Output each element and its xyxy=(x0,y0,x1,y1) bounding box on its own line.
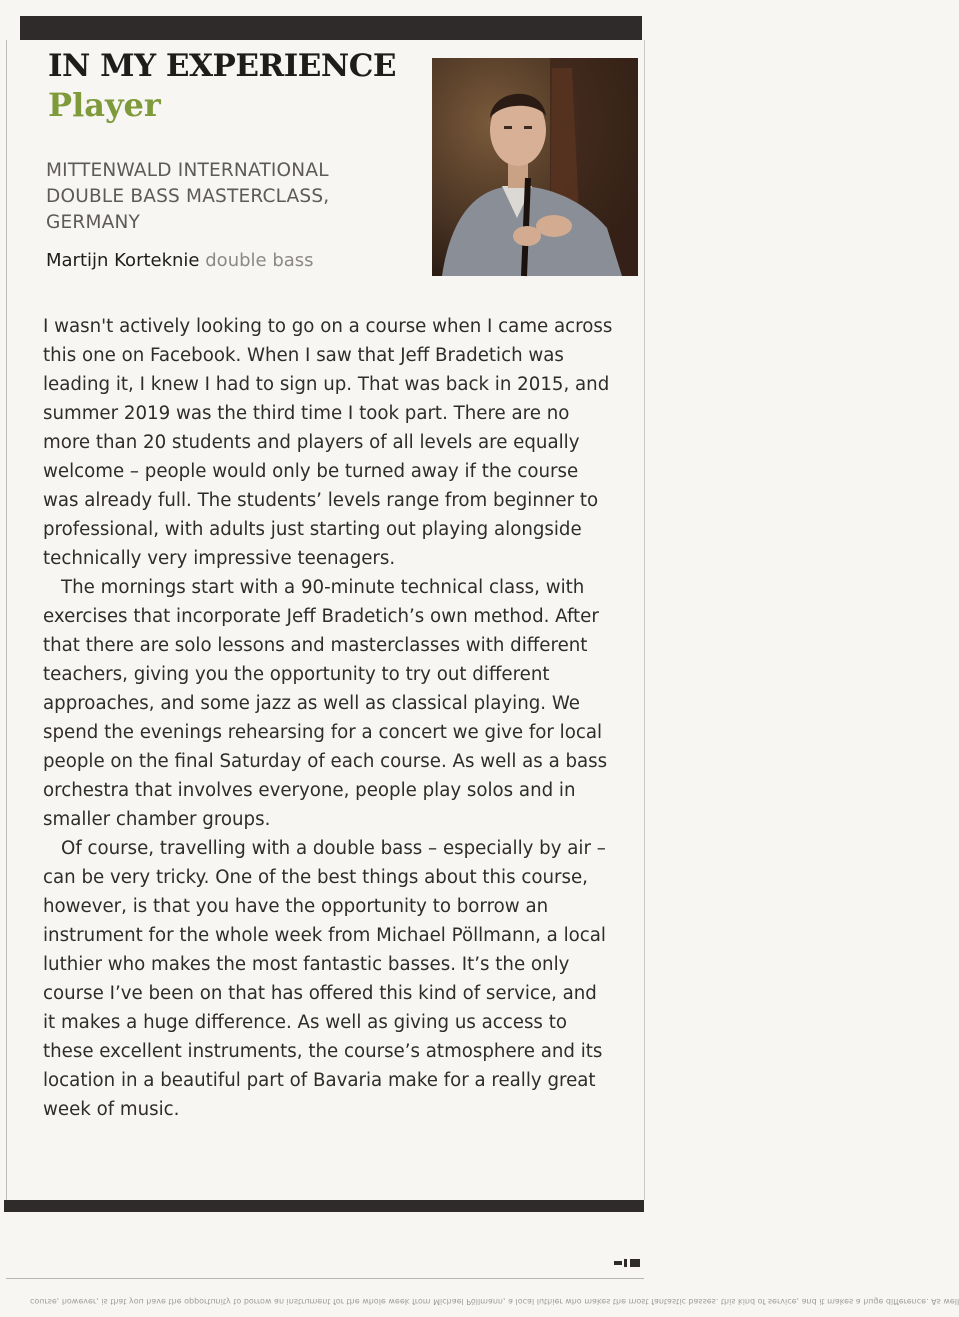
footer-rule xyxy=(6,1278,644,1279)
portrait-illustration xyxy=(432,58,638,276)
article-body xyxy=(43,312,613,1124)
event-title xyxy=(46,158,416,236)
section-subtitle: Player xyxy=(48,86,161,124)
author-instrument: double bass xyxy=(205,250,314,271)
top-rule xyxy=(20,16,642,40)
article-paragraph: Of course, travelling with a double bass – especially by air – can be very tricky. One of the best things about this course, however, is that you have the opportunity to borrow an instrument for the whole week from Michael Pöllmann, a local luthier who makes the most fantastic basses. It’s the only course I’ve been on that has offered this kind of service, and it makes a huge difference. As well as giving us access to these excellent instruments, the course’s atmosphere and its location in a beautiful part of Bavaria make for a really great week of music. xyxy=(43,838,606,1120)
bleed-through-text: course, however, is that you have the opportunity to borrow an instrument for the whole week from Michael Pöllmann, a local luthier who makes the most fantastic basses. this kind of service, and it makes a huge difference. As well xyxy=(30,1297,959,1306)
left-margin-rule xyxy=(6,40,7,1200)
page-marker-icon xyxy=(614,1258,640,1268)
byline xyxy=(46,250,314,271)
event-title-line: GERMANY xyxy=(46,212,141,233)
event-title-line: MITTENWALD INTERNATIONAL xyxy=(46,160,329,181)
article-paragraph: I wasn't actively looking to go on a course when I came across this one on Facebook. When I saw that Jeff Bradetich was leading it, I knew I had to sign up. That was back in 2015, and summer 2019 was the third time I took part. There are no more than 20 students and players of all levels are equally welcome – people would only be turned away if the course was already full. The students’ levels range from beginner to professional, with adults just starting out playing alongside technically very impressive teenagers. xyxy=(43,316,613,569)
bottom-rule xyxy=(4,1200,644,1212)
article-paragraph: The mornings start with a 90-minute technical class, with exercises that incorporate Jeff Bradetich’s own method. After that there are solo lessons and masterclasses with different teachers, giving you the opportunity to try out different approaches, and some jazz as well as classical playing. We spend the evenings rehearsing for a concert we give for local people on the final Saturday of each course. As well as a bass orchestra that involves everyone, people play solos and in smaller chamber groups. xyxy=(43,577,608,830)
author-name: Martijn Korteknie xyxy=(46,250,200,271)
section-title: IN MY EXPERIENCE xyxy=(48,48,397,84)
event-title-line: DOUBLE BASS MASTERCLASS, xyxy=(46,186,330,207)
author-portrait-photo xyxy=(432,58,638,276)
right-margin-rule xyxy=(644,40,645,1200)
